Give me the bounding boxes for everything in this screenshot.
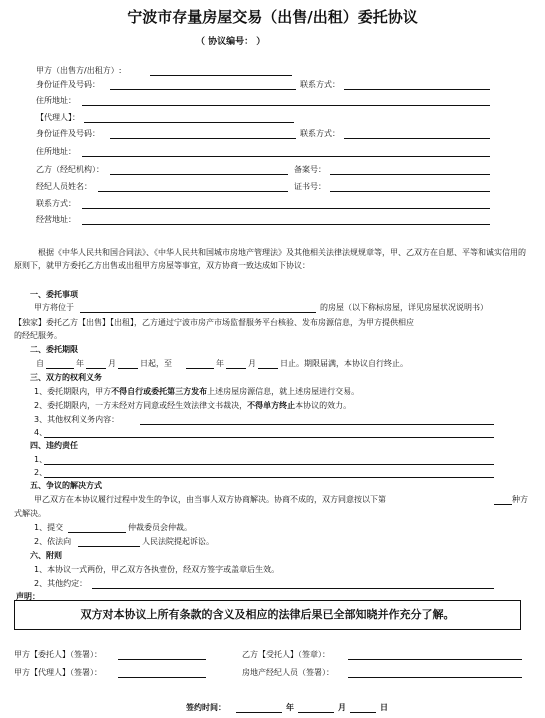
- s2-start-year-line[interactable]: [46, 368, 74, 369]
- s1-line3: 的经纪服务。: [14, 331, 62, 340]
- sign-day-line[interactable]: [350, 712, 376, 713]
- s2-end-year-line[interactable]: [186, 368, 214, 369]
- party-a-label: 甲方（出售方/出租方）:: [36, 66, 122, 75]
- s6-item2-line[interactable]: [92, 588, 494, 589]
- s2-end-day-line[interactable]: [258, 368, 278, 369]
- party-a-id-label: 身份证件及号码：: [36, 80, 100, 89]
- broker-cert-line[interactable]: [330, 191, 490, 192]
- sign-a-agent-label: 甲方【代理人】（签署）：: [14, 668, 102, 677]
- agreement-number: （ 协议编号： ）: [196, 37, 266, 47]
- s3-item4-line[interactable]: [44, 437, 494, 438]
- s5-opt2-a: 2、依法向: [34, 537, 72, 546]
- s5-opt1-b: 仲裁委员会仲裁。: [128, 523, 192, 532]
- broker-name-line[interactable]: [98, 191, 288, 192]
- s4-item2-label: 2、: [34, 468, 48, 477]
- s3-item2: 2、委托期限内，一方未经对方同意或经生效法律文书裁决，不得单方终止本协议的效力。: [34, 401, 352, 410]
- s2-month1: 月: [108, 359, 116, 368]
- party-b-office-line[interactable]: [82, 224, 490, 225]
- s6-item1: 1、本协议一式两份，甲乙双方各执壹份，经双方签字或盖章后生效。: [34, 565, 280, 574]
- s1-location-suffix: 的房屋（以下称标房屋，详见房屋状况说明书）: [320, 303, 488, 312]
- sign-day: 日: [380, 703, 388, 712]
- agent-contact-line[interactable]: [344, 138, 490, 139]
- agent-address-label: 住所地址：: [36, 147, 76, 156]
- section-4-heading: 四、违约责任: [30, 441, 78, 450]
- s2-day2: 日止。期限届满，本协议自行终止。: [280, 359, 408, 368]
- broker-cert-label: 证书号：: [294, 182, 326, 191]
- party-b-name-line[interactable]: [110, 174, 288, 175]
- s5-line1-a: 甲乙双方在本协议履行过程中发生的争议，由当事人双方协商解决。协商不成的，双方同意按以下第: [34, 495, 386, 504]
- party-a-contact-label: 联系方式：: [300, 80, 340, 89]
- section-3-heading: 三、双方的权利义务: [30, 373, 102, 382]
- statement-label: 声明：: [16, 592, 40, 601]
- party-b-record-line[interactable]: [330, 174, 490, 175]
- party-a-contact-line[interactable]: [344, 89, 490, 90]
- section-2-heading: 二、委托期限: [30, 345, 78, 354]
- agent-label: 【代理人】：: [36, 113, 80, 122]
- sign-b-agent-label: 乙方【受托人】（签章）：: [242, 650, 330, 659]
- agent-name-line[interactable]: [84, 122, 294, 123]
- party-b-contact-label: 联系方式：: [36, 199, 76, 208]
- s3-item3-line[interactable]: [140, 424, 494, 425]
- s6-item2-label: 2、其他约定：: [34, 579, 88, 588]
- s5-opt1-a: 1、提交: [34, 523, 64, 532]
- section-1-heading: 一、委托事项: [30, 290, 78, 299]
- agent-address-line[interactable]: [82, 156, 490, 157]
- s2-from: 自: [36, 359, 44, 368]
- sign-month-line[interactable]: [298, 712, 334, 713]
- s2-start-day-line[interactable]: [118, 368, 138, 369]
- s3-item3-label: 3、其他权利义务内容：: [34, 415, 120, 424]
- sign-b-broker-line[interactable]: [348, 677, 522, 678]
- s1-location-prefix: 甲方将位于: [34, 303, 74, 312]
- sign-year: 年: [286, 703, 294, 712]
- s1-line2: 【独家】委托乙方【出售】【出租】，乙方通过宁波市房产市场监督服务平台核验、发布房源信息，为甲方提供相应: [14, 318, 414, 327]
- s5-court-line[interactable]: [78, 546, 140, 547]
- intro-paragraph: 根据《中华人民共和国合同法》、《中华人民共和国城市房地产管理法》及其他相关法律法规规章等，甲、乙双方在自愿、平等和诚实信用的原则下，就甲方委托乙方出售或出租甲方房屋等事宜，双方协商一致达成如下协议：: [14, 248, 526, 270]
- s5-line1-b: 种方: [512, 495, 528, 504]
- s2-day1: 日起，至: [140, 359, 172, 368]
- s5-line2: 式解决。: [14, 509, 46, 518]
- s2-year1: 年: [76, 359, 84, 368]
- s2-year2: 年: [216, 359, 224, 368]
- party-a-address-label: 住所地址：: [36, 96, 76, 105]
- agent-id-line[interactable]: [110, 138, 296, 139]
- sign-a-principal-line[interactable]: [118, 659, 206, 660]
- sign-date-label: 签约时间：: [186, 703, 226, 712]
- party-a-name-line[interactable]: [150, 75, 292, 76]
- sign-b-broker-label: 房地产经纪人员（签署）：: [242, 668, 334, 677]
- sign-a-agent-line[interactable]: [118, 677, 206, 678]
- s2-end-month-line[interactable]: [226, 368, 246, 369]
- broker-name-label: 经纪人员姓名：: [36, 182, 92, 191]
- party-b-label: 乙方（经纪机构）：: [36, 165, 104, 174]
- agent-contact-label: 联系方式：: [300, 129, 340, 138]
- sign-a-principal-label: 甲方【委托人】（签署）：: [14, 650, 102, 659]
- s5-arbitration-line[interactable]: [68, 532, 126, 533]
- s2-month2: 月: [248, 359, 256, 368]
- section-5-heading: 五、争议的解决方式: [30, 481, 102, 490]
- document-title: 宁波市存量房屋交易（出售/出租）委托协议: [127, 8, 418, 26]
- party-b-record-label: 备案号：: [294, 165, 326, 174]
- party-b-contact-line[interactable]: [82, 208, 490, 209]
- s4-item1-line[interactable]: [44, 464, 494, 465]
- section-6-heading: 六、附则: [30, 551, 62, 560]
- party-a-id-line[interactable]: [110, 89, 296, 90]
- s2-start-month-line[interactable]: [86, 368, 106, 369]
- s3-item4-label: 4、: [34, 428, 48, 437]
- sign-year-line[interactable]: [236, 712, 282, 713]
- party-a-address-line[interactable]: [82, 105, 490, 106]
- statement-box: 双方对本协议上所有条款的含义及相应的法律后果已全部知晓并作充分了解。: [14, 600, 521, 630]
- s5-option-line[interactable]: [494, 504, 512, 505]
- s3-item1: 1、委托期限内，甲方不得自行或委托第三方发布上述房屋房源信息，就上述房屋进行交易。: [34, 387, 360, 396]
- s5-opt2-b: 人民法院提起诉讼。: [142, 537, 214, 546]
- sign-month: 月: [338, 703, 346, 712]
- s1-location-line[interactable]: [80, 312, 316, 313]
- s4-item1-label: 1、: [34, 455, 48, 464]
- party-b-office-label: 经营地址：: [36, 215, 76, 224]
- agent-id-label: 身份证件及号码：: [36, 129, 100, 138]
- s4-item2-line[interactable]: [44, 477, 494, 478]
- sign-b-agent-line[interactable]: [348, 659, 522, 660]
